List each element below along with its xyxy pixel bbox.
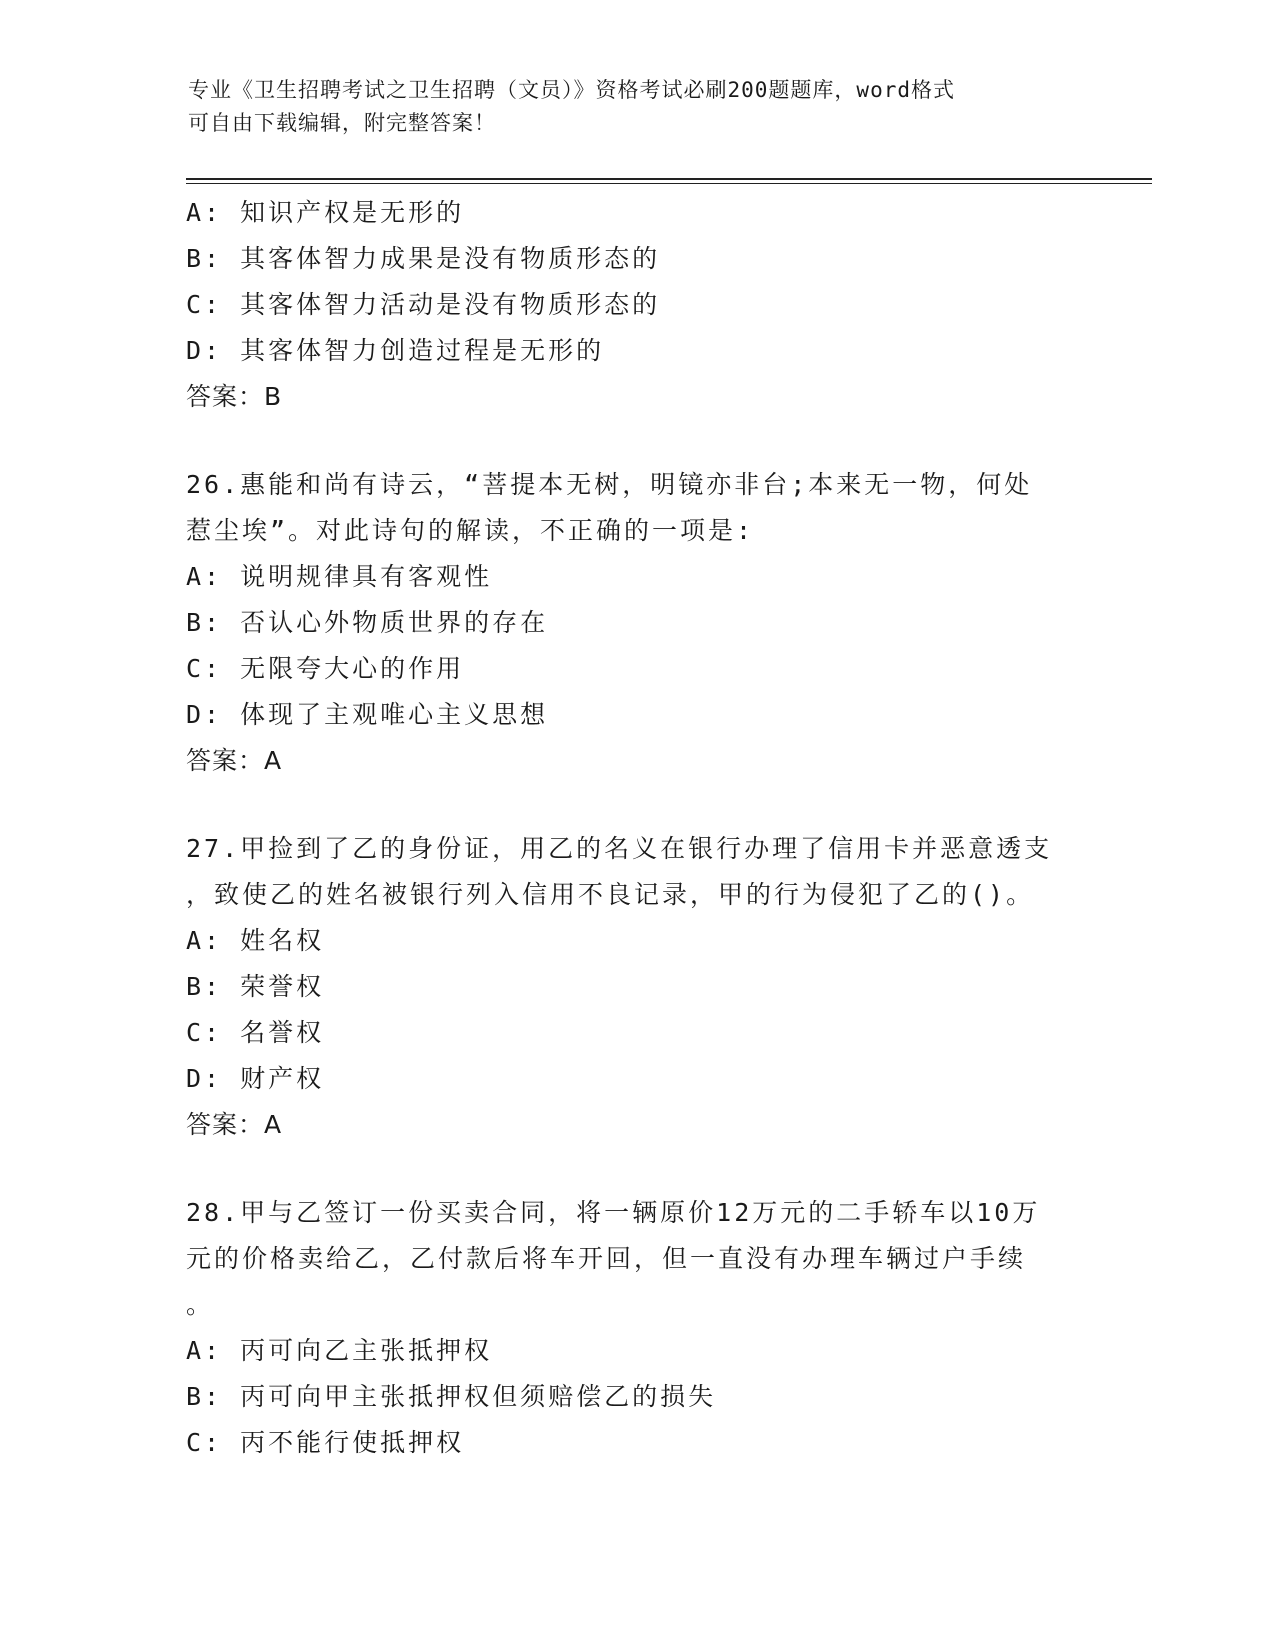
- question-stem-line: 。: [186, 1290, 215, 1319]
- question-prev: [186, 190, 1086, 420]
- option-c: C: 名誉权: [186, 1018, 325, 1047]
- option-c: C: 无限夸大心的作用: [186, 654, 465, 683]
- option-d: D: 其客体智力创造过程是无形的: [186, 336, 605, 365]
- option-d: D: 体现了主观唯心主义思想: [186, 700, 549, 729]
- answer-line: 答案：A: [186, 1110, 283, 1139]
- header-line-2: 可自由下载编辑，附完整答案！: [188, 111, 496, 135]
- header-rule-thick: [186, 178, 1152, 180]
- option-a: A: 丙可向乙主张抵押权: [186, 1336, 493, 1365]
- document-header: [188, 74, 1078, 140]
- question-body: [186, 190, 1086, 1466]
- question-stem-line: 元的价格卖给乙，乙付款后将车开回，但一直没有办理车辆过户手续: [186, 1244, 1027, 1273]
- option-a: A: 姓名权: [186, 926, 325, 955]
- option-b: B: 荣誉权: [186, 972, 325, 1001]
- option-b: B: 否认心外物质世界的存在: [186, 608, 549, 637]
- question-27: [186, 826, 1086, 1148]
- answer-line: 答案：B: [186, 382, 283, 411]
- option-c: C: 其客体智力活动是没有物质形态的: [186, 290, 661, 319]
- question-stem-line: ，致使乙的姓名被银行列入信用不良记录，甲的行为侵犯了乙的()。: [186, 880, 1035, 909]
- question-stem-line: 26.惠能和尚有诗云，“菩提本无树，明镜亦非台;本来无一物，何处: [186, 470, 1033, 499]
- option-a: A: 知识产权是无形的: [186, 198, 465, 227]
- question-stem-line: 27.甲捡到了乙的身份证，用乙的名义在银行办理了信用卡并恶意透支: [186, 834, 1053, 863]
- question-26: [186, 462, 1086, 784]
- option-a: A: 说明规律具有客观性: [186, 562, 493, 591]
- option-b: B: 其客体智力成果是没有物质形态的: [186, 244, 661, 273]
- question-stem-line: 惹尘埃”。对此诗句的解读，不正确的一项是:: [186, 516, 755, 545]
- question-28: [186, 1190, 1086, 1466]
- question-stem-line: 28.甲与乙签订一份买卖合同，将一辆原价12万元的二手轿车以10万: [186, 1198, 1041, 1227]
- option-b: B: 丙可向甲主张抵押权但须赔偿乙的损失: [186, 1382, 717, 1411]
- header-line-1: 专业《卫生招聘考试之卫生招聘（文员）》资格考试必刷200题题库，word格式: [188, 78, 955, 102]
- header-rule-thin: [186, 183, 1152, 184]
- answer-line: 答案：A: [186, 746, 283, 775]
- option-d: D: 财产权: [186, 1064, 325, 1093]
- option-c: C: 丙不能行使抵押权: [186, 1428, 465, 1457]
